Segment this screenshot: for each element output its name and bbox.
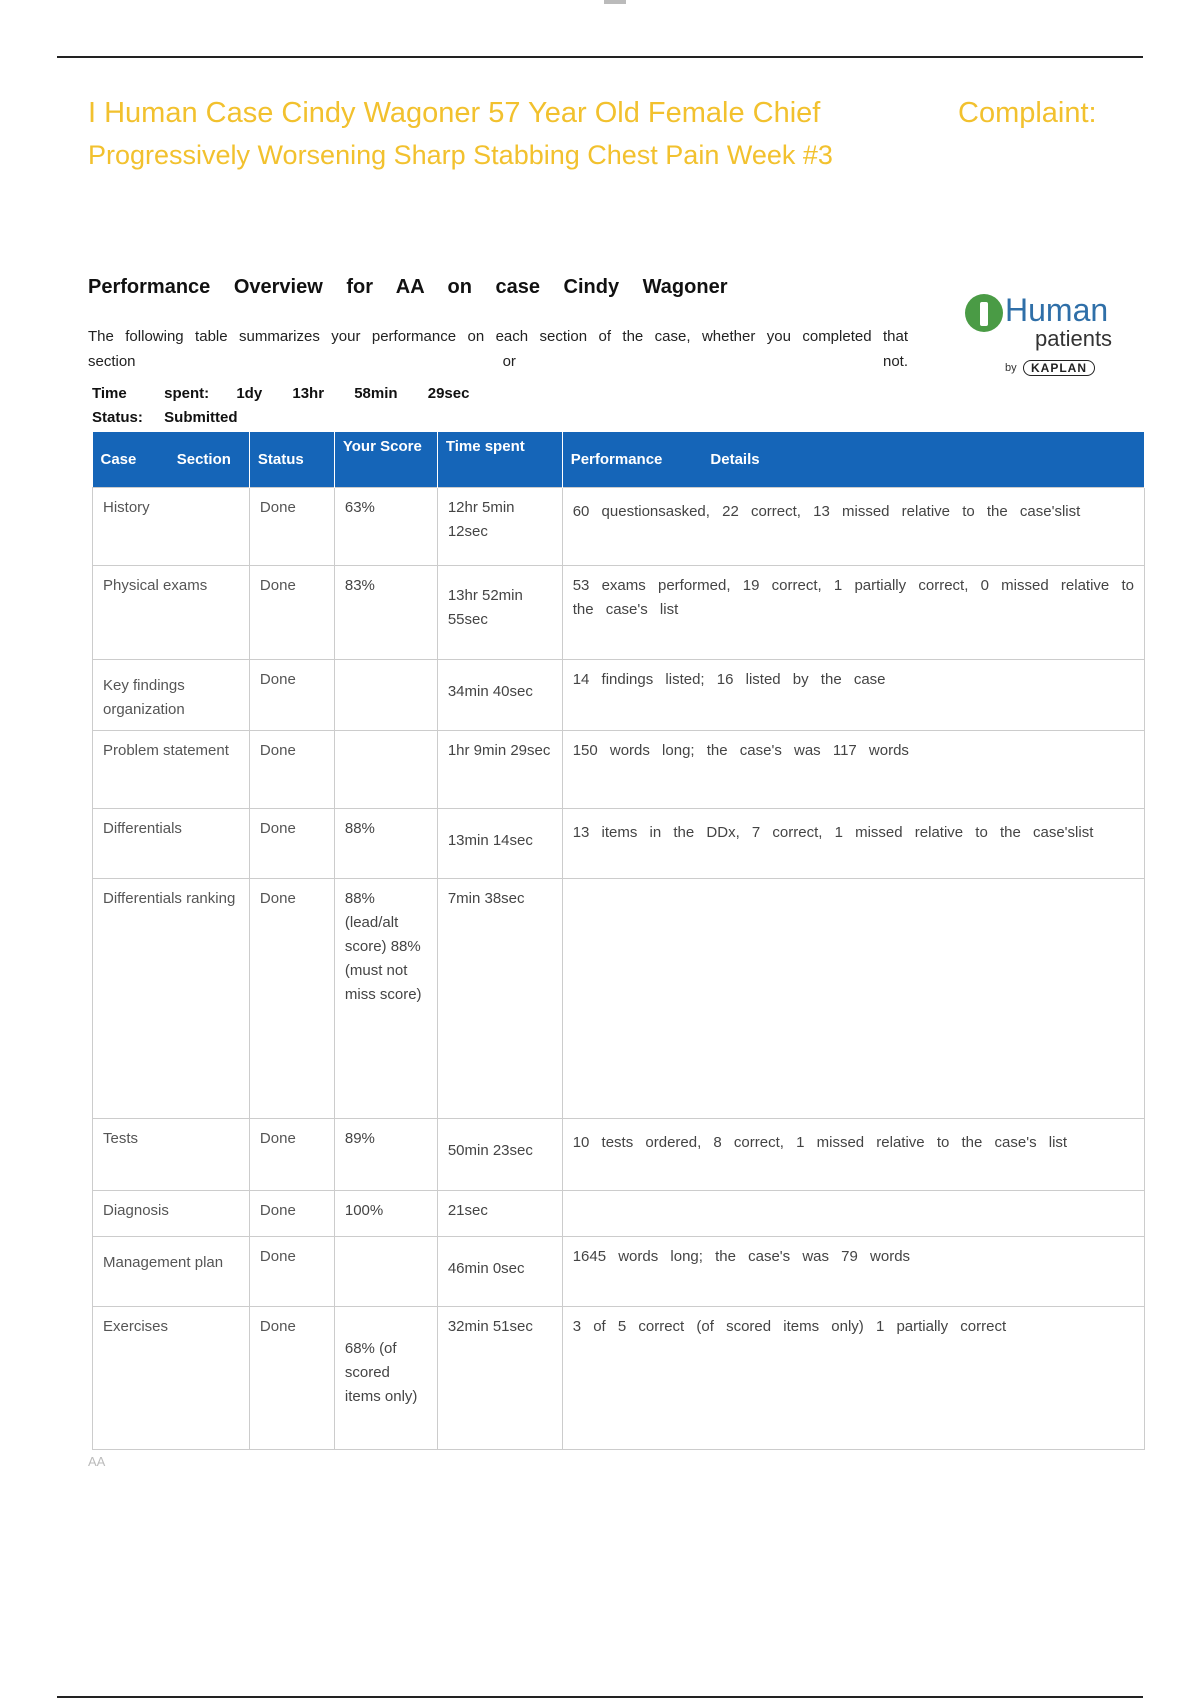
row-time: 12hr 5min 12sec xyxy=(437,487,562,565)
header-score: Your Score xyxy=(334,432,437,487)
row-score xyxy=(334,1236,437,1306)
logo-by-text: by xyxy=(1005,362,1017,374)
header-section: Section xyxy=(176,450,231,468)
row-section: Key findings organization xyxy=(93,659,250,730)
row-score: 100% xyxy=(334,1190,437,1236)
row-status: Done xyxy=(249,487,334,565)
row-score xyxy=(334,659,437,730)
row-details: 3 of 5 correct (of scored items only) 1 partially correct xyxy=(562,1306,1144,1449)
table-row xyxy=(93,1118,1145,1190)
logo-human-text: Human xyxy=(1005,292,1109,328)
logo-patients-text: patients xyxy=(1035,326,1113,351)
row-section: Differentials xyxy=(93,808,250,878)
row-section: Differentials ranking xyxy=(93,878,250,1118)
status-label: Status: xyxy=(92,409,143,426)
row-score: 83% xyxy=(334,565,437,659)
row-score: 88% xyxy=(334,808,437,878)
performance-table xyxy=(92,432,1145,1450)
status-value: Submitted xyxy=(164,409,238,426)
row-details: 1645 words long; the case's was 79 words xyxy=(562,1236,1144,1306)
row-time: 50min 23sec xyxy=(437,1118,562,1190)
row-section: Problem statement xyxy=(93,730,250,808)
ihuman-logo xyxy=(965,290,1135,390)
document-title xyxy=(88,92,1128,176)
header-performance-details xyxy=(562,432,1144,487)
row-section: Physical exams xyxy=(93,565,250,659)
row-time: 32min 51sec xyxy=(437,1306,562,1449)
row-score: 88% (lead/alt score) 88% (must not miss score) xyxy=(334,878,437,1118)
row-score xyxy=(334,730,437,808)
row-time: 46min 0sec xyxy=(437,1236,562,1306)
row-status: Done xyxy=(249,1190,334,1236)
row-time: 34min 40sec xyxy=(437,659,562,730)
row-details: 14 findings listed; 16 listed by the case xyxy=(562,659,1144,730)
header-time: Time spent xyxy=(437,432,562,487)
row-section: Tests xyxy=(93,1118,250,1190)
table-row xyxy=(93,659,1145,730)
row-section: Diagnosis xyxy=(93,1190,250,1236)
row-details xyxy=(562,1190,1144,1236)
row-status: Done xyxy=(249,808,334,878)
row-section: Exercises xyxy=(93,1306,250,1449)
row-time: 1hr 9min 29sec xyxy=(437,730,562,808)
bottom-rule xyxy=(57,1696,1143,1698)
row-details xyxy=(562,878,1144,1118)
row-status: Done xyxy=(249,878,334,1118)
title-line-2: Progressively Worsening Sharp Stabbing Chest Pain Week #3 xyxy=(88,140,833,170)
table-row xyxy=(93,1306,1145,1449)
footer-mark: AA xyxy=(88,1454,106,1469)
row-details: 60 questionsasked, 22 correct, 13 missed relative to the case'slist xyxy=(562,487,1144,565)
table-header-row xyxy=(93,432,1145,487)
ihuman-i-icon xyxy=(965,294,1003,332)
header-status: Status xyxy=(249,432,334,487)
row-status: Done xyxy=(249,1118,334,1190)
row-time: 21sec xyxy=(437,1190,562,1236)
row-time: 13hr 52min 55sec xyxy=(437,565,562,659)
table-row xyxy=(93,730,1145,808)
row-time: 13min 14sec xyxy=(437,808,562,878)
row-score: 89% xyxy=(334,1118,437,1190)
row-details: 10 tests ordered, 8 correct, 1 missed relative to the case's list xyxy=(562,1118,1144,1190)
title-line-1: I Human Case Cindy Wagoner 57 Year Old Female Chief xyxy=(88,97,821,129)
row-status: Done xyxy=(249,565,334,659)
row-section: Management plan xyxy=(93,1236,250,1306)
logo-kaplan-text: KAPLAN xyxy=(1023,360,1095,376)
header-performance: Performance xyxy=(570,450,663,468)
time-label: Time xyxy=(92,385,127,402)
table-row xyxy=(93,1190,1145,1236)
row-status: Done xyxy=(249,659,334,730)
time-spent-row xyxy=(92,382,469,406)
time-value: 1dy 13hr 58min 29sec xyxy=(236,385,470,402)
row-status: Done xyxy=(249,1236,334,1306)
status-row xyxy=(92,406,469,430)
performance-heading: Performance Overview for AA on case Cindy Wagoner xyxy=(88,276,728,298)
row-status: Done xyxy=(249,730,334,808)
title-complaint: Complaint: xyxy=(958,97,1097,129)
row-time: 7min 38sec xyxy=(437,878,562,1118)
row-score: 63% xyxy=(334,487,437,565)
header-details: Details xyxy=(710,450,760,468)
table-row xyxy=(93,1236,1145,1306)
table-row xyxy=(93,808,1145,878)
row-status: Done xyxy=(249,1306,334,1449)
table-row xyxy=(93,878,1145,1118)
intro-paragraph: The following table summarizes your performance on each section of the case, whether you completed that section or not. xyxy=(88,328,908,370)
row-score: 68% (of scored items only) xyxy=(334,1306,437,1449)
table-row xyxy=(93,487,1145,565)
row-section: History xyxy=(93,487,250,565)
spent-label: spent: xyxy=(164,385,210,402)
meta-info xyxy=(92,382,469,430)
row-details: 53 exams performed, 19 correct, 1 partially correct, 0 missed relative to the case's list xyxy=(562,565,1144,659)
header-case-section xyxy=(93,432,250,487)
table-row xyxy=(93,565,1145,659)
row-details: 13 items in the DDx, 7 correct, 1 missed relative to the case'slist xyxy=(562,808,1144,878)
row-details: 150 words long; the case's was 117 words xyxy=(562,730,1144,808)
page-tab xyxy=(604,0,626,4)
top-rule xyxy=(57,56,1143,58)
header-case: Case xyxy=(100,450,137,468)
